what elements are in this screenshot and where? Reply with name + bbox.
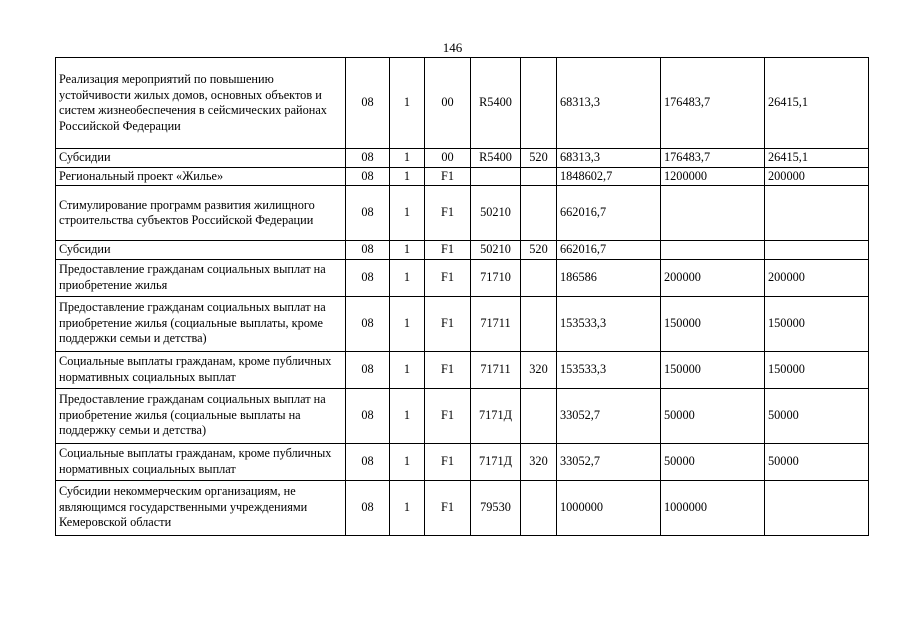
row-sum-1: 662016,7 (557, 186, 661, 241)
table-row (56, 259, 869, 296)
table-row (56, 58, 869, 149)
row-article: R5400 (471, 58, 521, 149)
row-expense-type (521, 480, 557, 535)
row-program: F1 (425, 388, 471, 443)
row-sum-3: 26415,1 (765, 149, 869, 168)
row-sum-3 (765, 241, 869, 260)
row-section: 08 (346, 296, 390, 351)
row-article: 50210 (471, 186, 521, 241)
row-subsection: 1 (390, 149, 425, 168)
row-sum-1: 33052,7 (557, 388, 661, 443)
row-sum-2: 176483,7 (661, 149, 765, 168)
row-sum-2: 50000 (661, 443, 765, 480)
row-program: F1 (425, 296, 471, 351)
row-sum-2 (661, 241, 765, 260)
row-section: 08 (346, 443, 390, 480)
row-subsection: 1 (390, 351, 425, 388)
row-expense-type (521, 388, 557, 443)
row-program: F1 (425, 167, 471, 186)
row-section: 08 (346, 241, 390, 260)
row-expense-type: 520 (521, 241, 557, 260)
row-name: Предоставление гражданам социальных выплат на приобретение жилья (56, 259, 346, 296)
row-sum-1: 33052,7 (557, 443, 661, 480)
row-article: R5400 (471, 149, 521, 168)
row-program: F1 (425, 186, 471, 241)
budget-table (55, 57, 869, 536)
row-expense-type (521, 167, 557, 186)
row-sum-2: 150000 (661, 296, 765, 351)
row-expense-type: 520 (521, 149, 557, 168)
table-row (56, 186, 869, 241)
row-sum-2: 200000 (661, 259, 765, 296)
row-program: 00 (425, 149, 471, 168)
row-sum-3 (765, 480, 869, 535)
row-section: 08 (346, 388, 390, 443)
row-name: Региональный проект «Жилье» (56, 167, 346, 186)
row-sum-1: 186586 (557, 259, 661, 296)
row-sum-2: 150000 (661, 351, 765, 388)
table-row (56, 149, 869, 168)
row-sum-3: 150000 (765, 296, 869, 351)
row-article: 7171Д (471, 388, 521, 443)
row-subsection: 1 (390, 58, 425, 149)
row-sum-2 (661, 186, 765, 241)
table-row (56, 443, 869, 480)
row-sum-1: 68313,3 (557, 149, 661, 168)
row-subsection: 1 (390, 480, 425, 535)
row-expense-type (521, 58, 557, 149)
row-name: Субсидии (56, 241, 346, 260)
row-name: Социальные выплаты гражданам, кроме публичных нормативных социальных выплат (56, 351, 346, 388)
row-program: F1 (425, 351, 471, 388)
row-section: 08 (346, 351, 390, 388)
table-row (56, 351, 869, 388)
row-sum-1: 68313,3 (557, 58, 661, 149)
row-section: 08 (346, 58, 390, 149)
row-name: Социальные выплаты гражданам, кроме публичных нормативных социальных выплат (56, 443, 346, 480)
row-name: Предоставление гражданам социальных выплат на приобретение жилья (социальные выплаты, кроме поддержки семьи и детства) (56, 296, 346, 351)
row-article: 79530 (471, 480, 521, 535)
row-article: 71711 (471, 351, 521, 388)
page-number: 146 (442, 40, 463, 55)
row-sum-1: 662016,7 (557, 241, 661, 260)
row-article: 71710 (471, 259, 521, 296)
row-section: 08 (346, 167, 390, 186)
row-sum-1: 153533,3 (557, 351, 661, 388)
row-article: 50210 (471, 241, 521, 260)
row-expense-type: 320 (521, 443, 557, 480)
row-program: F1 (425, 241, 471, 260)
row-article: 7171Д (471, 443, 521, 480)
row-name: Субсидии некоммерческим организациям, не являющимся государственными учреждениями Кемеровской области (56, 480, 346, 535)
row-expense-type (521, 186, 557, 241)
row-section: 08 (346, 480, 390, 535)
table-row (56, 296, 869, 351)
row-subsection: 1 (390, 186, 425, 241)
row-name: Реализация мероприятий по повышению устойчивости жилых домов, основных объектов и систем жизнеобеспечения в сейсмических районах Российской Федерации (56, 58, 346, 149)
row-subsection: 1 (390, 296, 425, 351)
row-subsection: 1 (390, 241, 425, 260)
row-expense-type (521, 296, 557, 351)
row-sum-2: 176483,7 (661, 58, 765, 149)
row-section: 08 (346, 259, 390, 296)
row-subsection: 1 (390, 259, 425, 296)
row-sum-3: 50000 (765, 443, 869, 480)
row-program: F1 (425, 259, 471, 296)
row-sum-3: 26415,1 (765, 58, 869, 149)
row-subsection: 1 (390, 388, 425, 443)
row-section: 08 (346, 149, 390, 168)
row-sum-3: 50000 (765, 388, 869, 443)
row-program: F1 (425, 443, 471, 480)
row-article: 71711 (471, 296, 521, 351)
row-sum-2: 50000 (661, 388, 765, 443)
row-sum-3: 150000 (765, 351, 869, 388)
row-section: 08 (346, 186, 390, 241)
row-name: Предоставление гражданам социальных выплат на приобретение жилья (социальные выплаты на поддержку семьи и детства) (56, 388, 346, 443)
row-sum-2: 1200000 (661, 167, 765, 186)
row-sum-1: 1848602,7 (557, 167, 661, 186)
table-row (56, 388, 869, 443)
row-sum-1: 1000000 (557, 480, 661, 535)
row-subsection: 1 (390, 167, 425, 186)
row-sum-3 (765, 186, 869, 241)
row-subsection: 1 (390, 443, 425, 480)
row-name: Стимулирование программ развития жилищного строительства субъектов Российской Федерации (56, 186, 346, 241)
row-program: 00 (425, 58, 471, 149)
table-row (56, 241, 869, 260)
row-name: Субсидии (56, 149, 346, 168)
row-expense-type: 320 (521, 351, 557, 388)
row-sum-1: 153533,3 (557, 296, 661, 351)
table-row (56, 480, 869, 535)
row-sum-2: 1000000 (661, 480, 765, 535)
row-expense-type (521, 259, 557, 296)
row-sum-3: 200000 (765, 259, 869, 296)
row-article (471, 167, 521, 186)
row-program: F1 (425, 480, 471, 535)
table-row (56, 167, 869, 186)
row-sum-3: 200000 (765, 167, 869, 186)
